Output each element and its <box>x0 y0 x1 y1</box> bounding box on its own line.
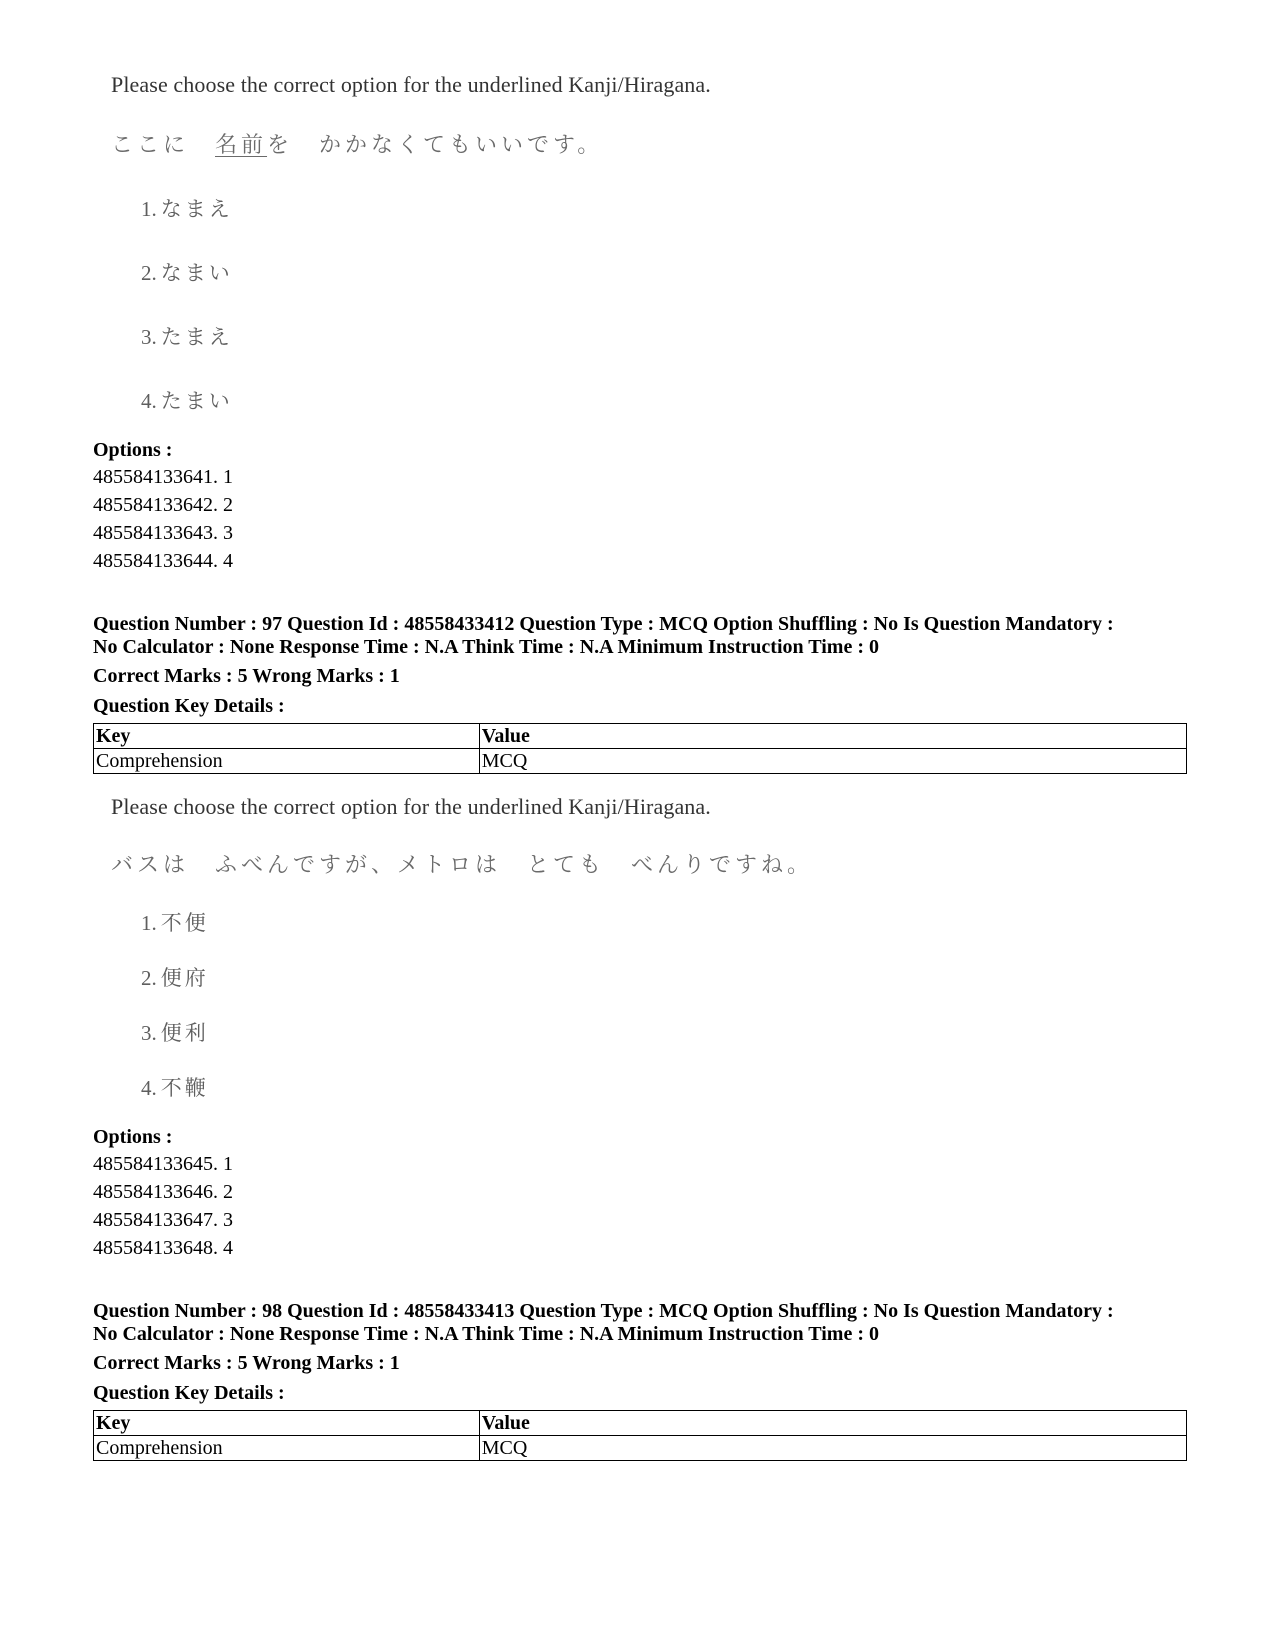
option-item: 485584133644. 4 <box>93 550 233 572</box>
choice-text: なまえ <box>160 197 233 221</box>
choice-number: 4. <box>141 389 157 413</box>
table-cell: MCQ <box>479 1436 1186 1461</box>
table-header-cell: Key <box>94 724 480 749</box>
option-item: 485584133646. 2 <box>93 1181 233 1203</box>
choice-number: 3. <box>141 1021 157 1045</box>
question-marks: Correct Marks : 5 Wrong Marks : 1 <box>93 665 400 687</box>
option-item: 485584133645. 1 <box>93 1153 233 1175</box>
question-meta-line: Question Number : 97 Question Id : 48558433412 Question Type : MCQ Option Shuffling : No Is Question Mandatory : <box>93 613 1114 635</box>
choice-number: 1. <box>141 911 157 935</box>
choice-2 <box>141 962 1183 992</box>
option-item: 485584133641. 1 <box>93 466 233 488</box>
question-98 <box>93 1300 1183 1461</box>
question-instruction: Please choose the correct option for the underlined Kanji/Hiragana. <box>111 72 711 97</box>
option-item: 485584133643. 3 <box>93 522 233 544</box>
choice-text: 便府 <box>160 966 209 990</box>
question-96-image <box>111 0 1183 415</box>
question-instruction: Please choose the correct option for the underlined Kanji/Hiragana. <box>111 794 711 819</box>
table-row <box>94 1436 1187 1461</box>
table-header-cell: Key <box>94 1411 480 1436</box>
option-item: 485584133642. 2 <box>93 494 233 516</box>
question-meta-line: Question Number : 98 Question Id : 48558433413 Question Type : MCQ Option Shuffling : No Is Question Mandatory : <box>93 1300 1114 1322</box>
table-row <box>94 749 1187 774</box>
table-header-cell: Value <box>479 1411 1186 1436</box>
choice-3 <box>141 321 1183 351</box>
exam-page <box>93 0 1183 1461</box>
choice-text: 便利 <box>160 1021 209 1045</box>
question-key-details-label: Question Key Details : <box>93 1382 285 1404</box>
table-cell: Comprehension <box>94 749 480 774</box>
options-label: Options : <box>93 1126 173 1148</box>
choice-text: 不鞭 <box>160 1076 209 1100</box>
choice-text: たまい <box>160 389 233 413</box>
choice-text: 不便 <box>160 911 209 935</box>
question-marks: Correct Marks : 5 Wrong Marks : 1 <box>93 1352 400 1374</box>
choice-text: なまい <box>160 261 233 285</box>
table-cell: Comprehension <box>94 1436 480 1461</box>
choice-number: 4. <box>141 1076 157 1100</box>
sentence-part: を かかなくてもいいです。 <box>267 133 604 158</box>
table-header-row <box>94 724 1187 749</box>
choice-2 <box>141 257 1183 287</box>
choice-number: 3. <box>141 325 157 349</box>
question-97-options <box>93 1124 1183 1262</box>
question-meta-line: No Calculator : None Response Time : N.A Think Time : N.A Minimum Instruction Time : 0 <box>93 1323 879 1345</box>
underlined-word: 名前 <box>215 133 268 158</box>
option-item: 485584133647. 3 <box>93 1209 233 1231</box>
option-item: 485584133648. 4 <box>93 1237 233 1259</box>
table-header-cell: Value <box>479 724 1186 749</box>
question-key-table <box>93 1410 1187 1461</box>
options-label: Options : <box>93 439 173 461</box>
question-96-options <box>93 437 1183 575</box>
choice-4 <box>141 385 1183 415</box>
question-key-table <box>93 723 1187 774</box>
question-97-image <box>111 794 1183 1102</box>
question-sentence: バスは ふべんですが、メトロは とても べんりですね。 <box>111 853 814 878</box>
choice-3 <box>141 1017 1183 1047</box>
choice-4 <box>141 1072 1183 1102</box>
choice-number: 1. <box>141 197 157 221</box>
question-meta-line: No Calculator : None Response Time : N.A Think Time : N.A Minimum Instruction Time : 0 <box>93 636 879 658</box>
question-97 <box>93 613 1183 1262</box>
sentence-part: ここに <box>111 133 216 158</box>
question-key-details-label: Question Key Details : <box>93 695 285 717</box>
choice-1 <box>141 907 1183 937</box>
choice-1 <box>141 193 1183 223</box>
table-header-row <box>94 1411 1187 1436</box>
question-sentence <box>111 128 1183 159</box>
table-cell: MCQ <box>479 749 1186 774</box>
choice-number: 2. <box>141 261 157 285</box>
choice-number: 2. <box>141 966 157 990</box>
choice-text: たまえ <box>160 325 233 349</box>
